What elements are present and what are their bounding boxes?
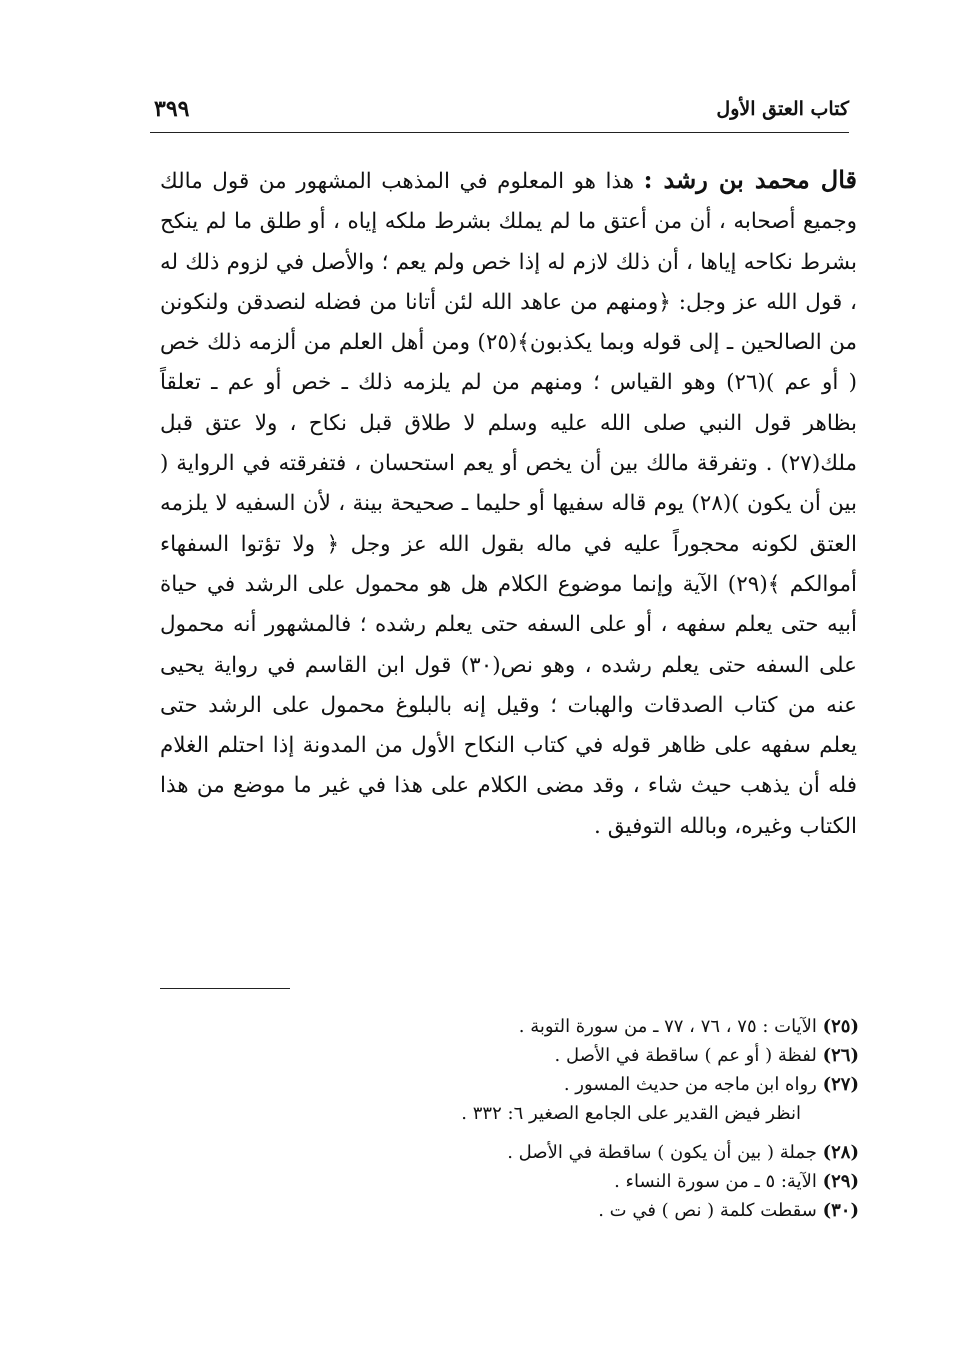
footnotes [150,1012,859,1225]
footnote-text: رواه ابن ماجه من حديث المسور . [563,1074,817,1095]
paragraph-lead: قال محمد بن رشد : [643,165,857,194]
footnote-number: (٢٨) [822,1142,859,1163]
footnote-29 [150,1167,859,1196]
footnote-separator [160,988,290,989]
footnote-number: (٢٦) [822,1045,859,1066]
main-text [160,160,857,847]
footnote-number: (٣٠) [822,1200,859,1221]
footnote-number: (٢٧) [822,1074,859,1095]
footnote-25 [150,1012,859,1041]
running-title: كتاب العتق الأول [716,98,849,120]
footnote-number: (٢٥) [822,1016,859,1037]
page-number: ٣٩٩ [154,96,190,122]
footnote-text: الآيات : ٧٥ ، ٧٦ ، ٧٧ ـ من سورة التوبة . [518,1016,817,1037]
footnote-text: انظر فيض القدير على الجامع الصغير ٦: ٣٣٢ . [461,1103,801,1124]
footnote-number: (٢٩) [822,1171,859,1192]
footnote-text: سقطت كلمة ( نص ) في ت . [598,1200,817,1221]
footnote-text: الآية: ٥ ـ من سورة النساء . [614,1171,817,1192]
footnote-30 [150,1196,859,1225]
footnote-text: جملة ( بين أن يكون ) ساقطة في الأصل . [507,1142,817,1163]
footnote-28 [150,1138,859,1167]
paragraph-body: هذا هو المعلوم في المذهب المشهور من قول مالك وجميع أصحابه ، أن من أعتق ما لم يملك بشرط ملكه إياه ، أو طلق ما لم ينكح بشرط نكاحه إياها ، أن ذلك لازم له إذا خص ولم يعم ؛ والأصل في لزوم ذلك له ، قول الله عز وجل: ﴿ومنهم من عاهد الله لئن أتانا من فضله لنصدقن ولنكونن من الصالحين ـ إلى قوله وبما يكذبون﴾(٢٥) ومن أهل العلم من ألزمه ذلك خص ( أو عم )(٢٦) وهو القياس ؛ ومنهم من لم يلزمه ذلك ـ خص أو عم ـ تعلقاً بظاهر قول النبي صلى الله عليه وسلم لا طلاق قبل نكاح ، ولا عتق قبل ملك(٢٧) . وتفرقة مالك بين أن يخص أو يعم استحسان ، فتفرقته في الرواية ( بين أن يكون )(٢٨) يوم قاله سفيها أو حليما ـ صحيحة بينة ، لأن السفيه لا يلزمه العتق لكونه محجوراً عليه في ماله بقول الله عز وجل ﴿ ولا تؤتوا السفهاء أموالكم ﴾(٢٩) الآية وإنما موضوع الكلام هل هو محمول على الرشد في حياة أبيه حتى يعلم سفهه ، أو على السفه حتى يعلم رشده ؛ فالمشهور أنه محمول على السفه حتى يعلم رشده ، وهو نص(٣٠) قول ابن القاسم في رواية يحيى عنه من كتاب الصدقات والهبات ؛ وقيل إنه بالبلوغ محمول على الرشد حتى يعلم سفهه على ظاهر قوله في كتاب النكاح الأول من المدونة إذا احتلم الغلام فله أن يذهب حيث شاء ، وقد مضى الكلام على هذا في غير ما موضع من هذا الكتاب وغيره، وبالله التوفيق . [160,169,858,839]
footnote-26 [150,1041,859,1070]
main-paragraph [160,160,857,847]
page-header [150,92,849,133]
footnote-text: لفظة ( أو عم ) ساقطة في الأصل . [554,1045,817,1066]
footnote-27 [150,1070,859,1099]
footnote-27-continuation [150,1099,859,1128]
